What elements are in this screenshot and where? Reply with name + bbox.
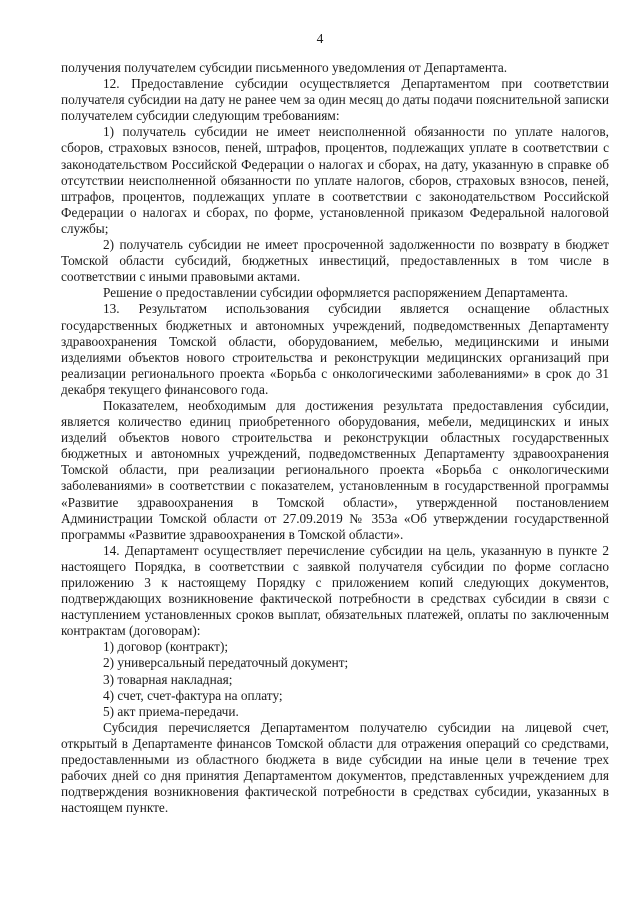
paragraph-indicator: Показателем, необходимым для достижения результата предоставления субсидии, является количество единиц приобретенного оборудования, мебели, медицинских и иных изделий объектов нового строительства и реконструкции областных государственных бюджетных и автономных учреждений, подведомственных Департаменту здравоохранения Томской области, при реализации регионального проекта «Борьба с онкологическими заболеваниями» в соответствии с показателем, установленным в государственной программы «Развитие здравоохранения в Томской области», утвержденной постановлением Администрации Томской области от 27.09.2019 № 353а «Об утверждении государственной программы «Развитие здравоохранения в Томской области». [61, 397, 609, 542]
list-item-contract: 1) договор (контракт); [103, 639, 229, 655]
paragraph-continuation: получения получателем субсидии письменного уведомления от Департамента. [61, 60, 508, 75]
document-body [61, 60, 609, 816]
paragraph-item-14: 14. Департамент осуществляет перечисление субсидии на цель, указанную в пункте 2 настоящего Порядка, в соответствии с заявкой получателя субсидии по форме согласно приложению 3 к настоящему Порядку с приложением копий следующих документов, подтверждающих возникновение фактической потребности в средствах субсидии в связи с наступлением установленных сроков выплат, обязательных платежей, оплаты по заключенным контрактам (договорам): [61, 542, 609, 639]
list-item-waybill: 3) товарная накладная; [103, 671, 233, 687]
paragraph-decision: Решение о предоставлении субсидии оформляется распоряжением Департамента. [103, 285, 568, 301]
paragraph-requirement-2: 2) получатель субсидии не имеет просроченной задолженности по возврату в бюджет Томской области субсидий, бюджетных инвестиций, предоставленных в том числе в соответствии с иными правовыми актами. [61, 237, 609, 285]
list-item-acceptance-act: 5) акт приема-передачи. [103, 703, 239, 719]
paragraph-requirement-1: 1) получатель субсидии не имеет неисполненной обязанности по уплате налогов, сборов, страховых взносов, пеней, штрафов, процентов, подлежащих уплате в соответствии с законодательством Российской Федерации о налогах и сборах, на дату, указанную в справке об отсутствии неисполненной обязанности по уплате налогов, сборов, страховых взносов, пеней, штрафов, процентов, подлежащих уплате в соответствии с законодательством Российской Федерации о налогах и сборах, по форме, установленной приказом Федеральной налоговой службы; [61, 124, 609, 236]
paragraph-transfer: Субсидия перечисляется Департаментом получателю субсидии на лицевой счет, открытый в Департаменте финансов Томской области для отражения операций со средствами, предоставленными из областного бюджета в виде субсидии на иные цели в течение трех рабочих дней со дня принятия Департаментом документов, представленных учреждением для подтверждения возникновения фактической потребности в средствах субсидии, указанных в настоящем пункте. [61, 719, 609, 816]
paragraph-item-13: 13. Результатом использования субсидии является оснащение областных государственных бюджетных и автономных учреждений, подведомственных Департаменту здравоохранения Томской области, оборудованием, мебелью, медицинскими и иными изделиями объектов нового строительства и реконструкции медицинских организаций при реализации регионального проекта «Борьба с онкологическими заболеваниями» в срок до 31 декабря текущего финансового года. [61, 301, 609, 397]
page-number: 4 [316, 31, 324, 46]
list-item-invoice: 4) счет, счет-фактура на оплату; [103, 687, 283, 703]
list-item-transfer-document: 2) универсальный передаточный документ; [103, 655, 349, 671]
paragraph-item-12: 12. Предоставление субсидии осуществляется Департаментом при соответствии получателя субсидии на дату не ранее чем за один месяц до даты подачи пояснительной записки получателем субсидии следующим требованиям: [61, 76, 609, 124]
